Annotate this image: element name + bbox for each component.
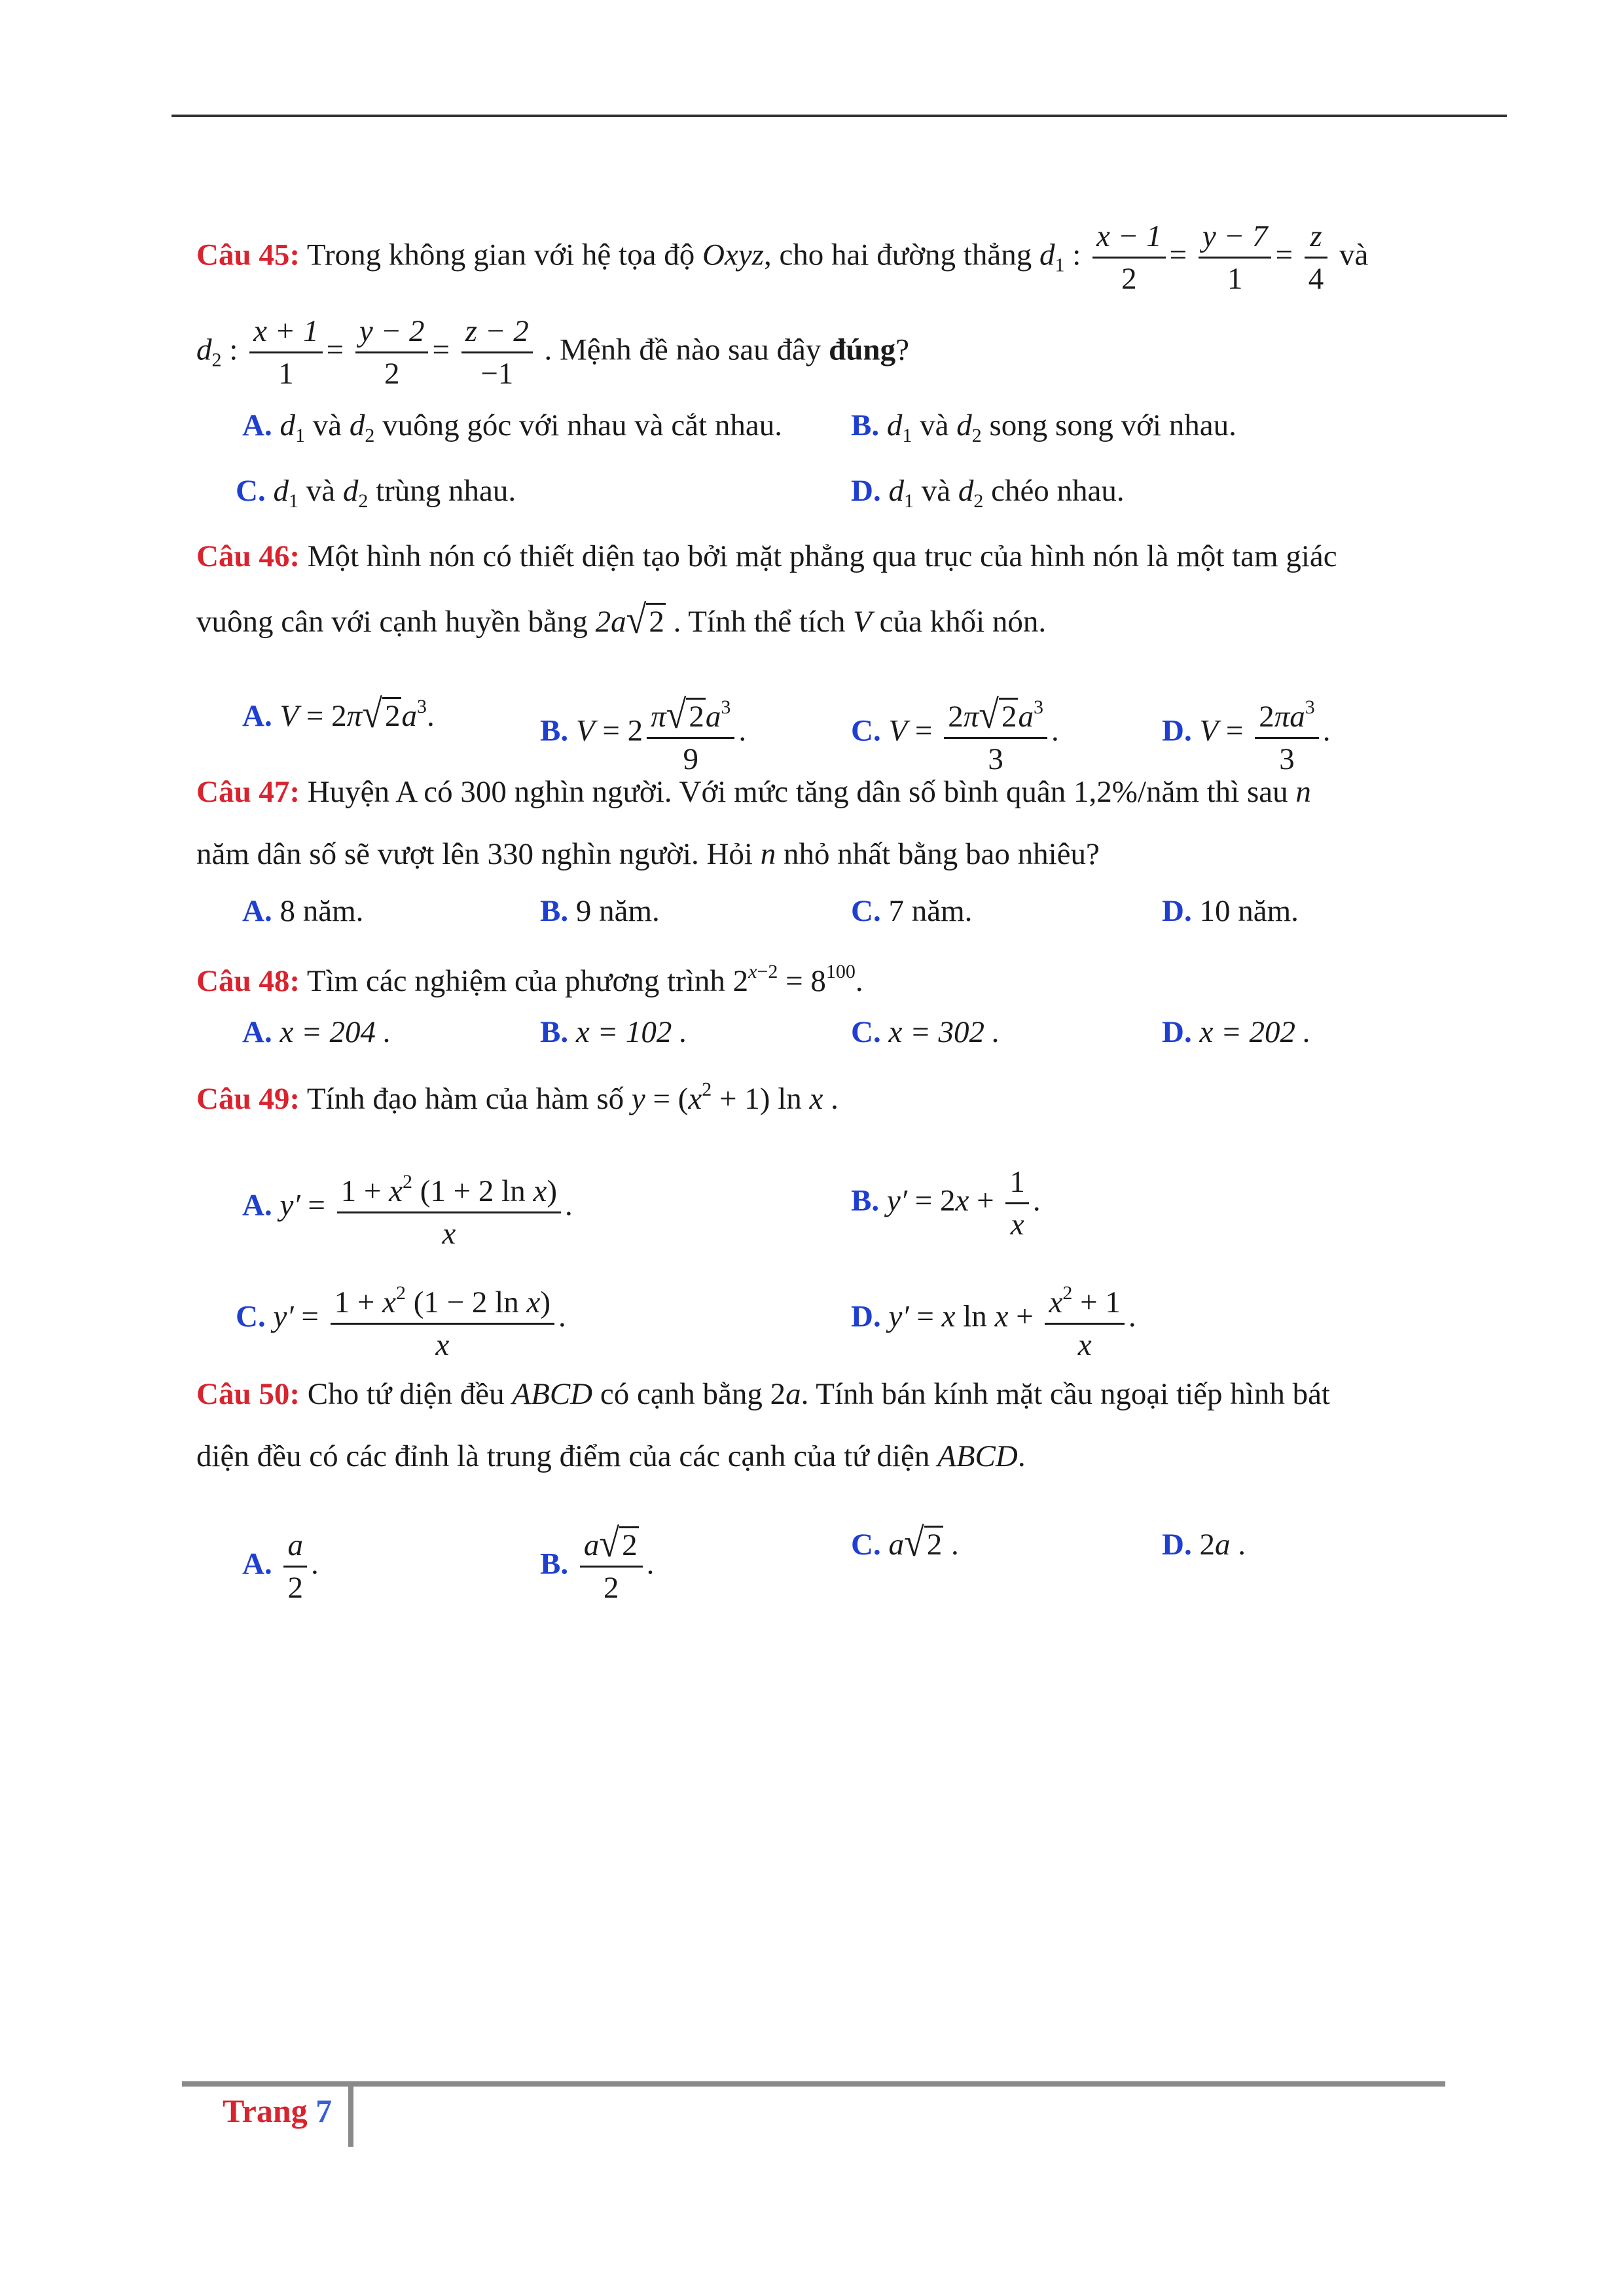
option-d[interactable]: D. 10 năm.: [1162, 894, 1299, 928]
option-c[interactable]: C. y′ = $\frac{1 + x^2 (1 - 2 \ln x)}{x}$ .: [236, 1273, 566, 1365]
question-47: Câu 47: Huyện A có 300 nghìn người. Với mức tăng dân số bình quân 1,2%/năm thì sau n năm dân số sẽ vượt lên 330 nghìn người. Hỏi n nhỏ nhất bằng bao nhiêu? A. 8 năm. B. 9 năm. C. 7 năm. D. 10 năm.: [196, 772, 1440, 942]
option-b[interactable]: B. 9 năm.: [540, 894, 660, 928]
option-c[interactable]: C. a√2 .: [851, 1520, 959, 1566]
option-d[interactable]: D. y′ = x ln x + $\frac{x^2 + 1}{x}$ .: [851, 1273, 1136, 1365]
question-label: Câu 45:: [196, 238, 300, 272]
page-number: Trang 7: [223, 2092, 333, 2129]
question-49: Câu 49: Tính đạo hàm của hàm số $y = (x^2 + 1)$ ln x . A. y′ = $\frac{1 + x^2 (1 + 2 \ln x)}{x}$ . B. y′ = 2x + $\frac{1}{x}$ . C. y′ = $\frac{1 + x^2 (1 - 2 \ln x)}{x}$ . D. y′ = x ln x + $\frac{x^2 + 1}{x}$ .: [196, 1070, 1440, 1365]
option-d[interactable]: D. V = $\frac{2\pi a^3}{3}$ .: [1162, 687, 1330, 780]
option-a[interactable]: A. $\frac{a}{2}$ .: [242, 1525, 319, 1608]
option-a[interactable]: A. 8 năm.: [242, 894, 364, 928]
question-text: Trong không gian với hệ tọa độ: [306, 238, 695, 272]
option-d[interactable]: D. 2a .: [1162, 1528, 1246, 1562]
question-50: Câu 50: Cho tứ diện đều ABCD có cạnh bằng 2a. Tính bán kính mặt cầu ngoại tiếp hình bát diện đều có các đỉnh là trung điểm của các cạnh của tứ diện ABCD. A. $\frac{a}{2}$ . B. $\frac{a√2}{2}$ . C. a√2 . D. 2a .: [196, 1374, 1440, 1604]
option-b[interactable]: B. y′ = 2x + $\frac{1}{x}$ .: [851, 1162, 1041, 1245]
coordinate-system: Oxyz: [702, 238, 764, 272]
option-a[interactable]: A. y′ = $\frac{1 + x^2 (1 + 2 \ln x)}{x}$ .: [242, 1162, 573, 1254]
fraction: $\frac{y - 7}{1}$: [1199, 216, 1272, 299]
fraction: $\frac{z}{4}$: [1305, 216, 1328, 299]
option-b[interactable]: B. $d_1$ và $d_2$ song song với nhau.: [851, 408, 1236, 446]
option-c[interactable]: C. 7 năm.: [851, 894, 973, 928]
question-45: Câu 45: Trong không gian với hệ tọa độ Oxyz, cho hai đường thẳng $d_1$ : $\frac{x - 1}{2}$ = $\frac{y - 7}{1}$ = $\frac{z}{4}$ và $d_2$ : $\frac{x + 1}{1}$ = $\frac{y - 2}{2}$ = $\frac{z - 2}{-1}$ . Mệnh đề nào sau đây đúng? A. $d_1$ và $d_2$ vuông góc với nhau và cắt nhau. B. $d_1$ và $d_2$ song song với nhau. C. $d_1$ và $d_2$ trùng nhau. D. $d_1$ và $d_2$ chéo nhau.: [196, 196, 1440, 524]
fraction: $\frac{x - 1}{2}$: [1092, 216, 1166, 299]
option-c[interactable]: C. V = $\frac{2\pi√2a^3}{3}$ .: [851, 687, 1059, 780]
fraction: $\frac{z - 2}{-1}$: [461, 311, 533, 394]
footer-divider: [348, 2081, 353, 2147]
fraction: $\frac{x + 1}{1}$: [249, 311, 323, 394]
question-46: Câu 46: Một hình nón có thiết diện tạo bởi mặt phẳng qua trục của hình nón là một tam giác vuông cân với cạnh huyền bằng 2a√2 . Tính thể tích V của khối nón. A. $V = 2\pi√2a^3$. B. V = 2 $\frac{\pi√2a^3}{9}$ . C. V = $\frac{2\pi√2a^3}{3}$ . D. V = $\frac{2\pi a^3}{3}$ .: [196, 537, 1440, 759]
option-d[interactable]: D. x = 202 .: [1162, 1015, 1311, 1049]
option-a[interactable]: A. $d_1$ và $d_2$ vuông góc với nhau và cắt nhau.: [242, 408, 782, 446]
option-c[interactable]: C. $d_1$ và $d_2$ trùng nhau.: [236, 474, 516, 512]
option-b[interactable]: B. x = 102 .: [540, 1015, 687, 1049]
option-d[interactable]: D. $d_1$ và $d_2$ chéo nhau.: [851, 474, 1125, 512]
fraction: $\frac{y - 2}{2}$: [355, 311, 429, 394]
option-b[interactable]: B. V = 2 $\frac{\pi√2a^3}{9}$ .: [540, 687, 746, 780]
option-c[interactable]: C. x = 302 .: [851, 1015, 1000, 1049]
footer-rule: [182, 2081, 1445, 2087]
option-b[interactable]: B. $\frac{a√2}{2}$ .: [540, 1520, 655, 1605]
option-a[interactable]: A. $V = 2\pi√2a^3$.: [242, 691, 435, 737]
header-rule: [171, 115, 1507, 117]
question-48: Câu 48: Tìm các nghiệm của phương trình $2^{x-2} = 8^{100}$. A. x = 204 . B. x = 102 . C. x = 302 . D. x = 202 .: [196, 952, 1440, 1057]
option-a[interactable]: A. x = 204 .: [242, 1015, 391, 1049]
